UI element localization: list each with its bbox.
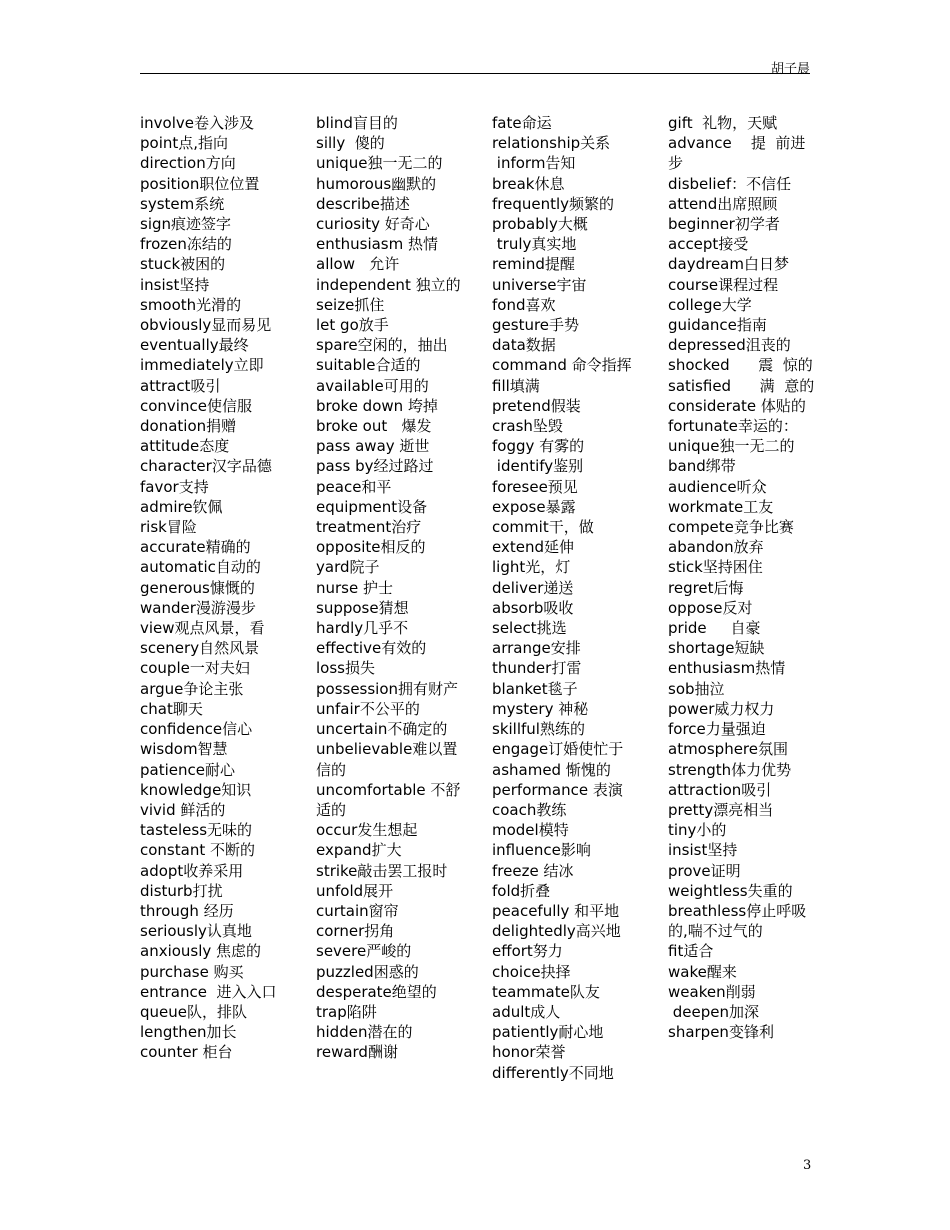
vocab-entry: truly真实地 [492,235,577,254]
vocab-entry: deliver递送 [492,578,574,597]
vocab-entry: stuck被困的 [140,255,226,274]
vocab-entry: honor荣誉 [492,1043,566,1062]
vocab-entry: probably大概 [492,215,588,234]
vocab-entry: favor支持 [140,477,209,496]
vocab-entry: gesture手势 [492,316,580,335]
vocab-entry: convince使信服 [140,396,252,415]
vocab-entry: risk冒险 [140,518,197,537]
vocab-entry: purchase 购买 [140,962,244,981]
header-rule [140,73,810,74]
vocab-entry: possession拥有财产 [316,679,459,698]
vocab-entry: attract吸引 [140,376,221,395]
vocab-entry: attitude态度 [140,437,230,456]
vocab-entry: absorb吸收 [492,598,574,617]
vocab-entry: breathless停止呼吸的,喘不过气的 [668,901,807,941]
vocab-entry: unbelievable难以置信的 [316,740,458,779]
vocab-entry: queue队，排队 [140,1002,247,1021]
vocab-entry: seriously认真地 [140,922,252,941]
vocab-entry: hidden潜在的 [316,1023,413,1042]
vocab-entry: strength体力优势 [668,760,792,779]
vocab-entry: scenery自然风景 [140,639,260,658]
vocab-entry: system系统 [140,194,225,213]
vocab-entry: suppose猜想 [316,598,409,617]
vocab-entry: college大学 [668,295,752,314]
vocab-entry: effective有效的 [316,639,427,658]
vocab-entry: seize抓住 [316,295,385,314]
vocab-entry: extend延伸 [492,538,574,557]
vocab-entry: pass away 逝世 [316,437,430,456]
vocab-entry: guidance指南 [668,316,767,335]
vocab-entry: skillful熟练的 [492,720,585,739]
vocab-entry: sign痕迹签字 [140,215,232,234]
vocab-entry: shocked 震 惊的 [668,356,813,375]
vocab-entry: equipment设备 [316,497,428,516]
vocab-entry: yard院子 [316,558,380,577]
vocab-entry: chat聊天 [140,699,203,718]
vocab-entry: available可用的 [316,376,429,395]
vocab-entry: mystery 神秘 [492,699,589,718]
vocab-entry: curtain窗帘 [316,901,399,920]
vocab-entry: blanket毯子 [492,679,578,698]
vocab-entry: influence影响 [492,841,591,860]
vocab-entry: automatic自动的 [140,558,261,577]
vocab-entry: character汉字品德 [140,457,272,476]
vocab-entry: performance 表演 [492,780,623,799]
vocab-entry: advance 提 前进步 [668,134,806,173]
vocab-entry: band绑带 [668,457,736,476]
vocab-entry: pride 自豪 [668,619,761,638]
vocab-entry: confidence信心 [140,720,253,739]
vocab-entry: fond喜欢 [492,295,556,314]
vocab-entry: disturb打扰 [140,881,223,900]
vocab-entry: accurate精确的 [140,538,251,557]
vocab-entry: beginner初学者 [668,215,780,234]
vocab-entry: unfold展开 [316,881,394,900]
header-author: 胡子晨 [770,62,810,77]
vocab-entry: fill填满 [492,376,540,395]
vocab-entry: suitable合适的 [316,356,421,375]
vocab-entry: wake醒来 [668,962,737,981]
vocab-entry: obviously显而易见 [140,316,272,335]
vocab-entry: effort努力 [492,942,563,961]
vocab-entry: power威力权力 [668,699,775,718]
vocab-entry: frequently频繁的 [492,194,615,213]
vocab-entry: inform告知 [492,154,576,173]
vocab-entry: trap陷阱 [316,1002,377,1021]
vocab-entry: direction方向 [140,154,236,173]
vocab-entry: severe严峻的 [316,942,412,961]
vocab-entry: sharpen变锋利 [668,1023,774,1042]
vocab-entry: broke down 垮掉 [316,396,438,415]
vocab-entry: command 命令指挥 [492,356,632,375]
vocab-entry: strike敲击罢工报时 [316,861,448,880]
vocab-entry: stick坚持困住 [668,558,763,577]
vocab-entry: eventually最终 [140,336,249,355]
vocab-entry: vivid 鲜活的 [140,800,226,819]
vocab-entry: view观点风景，看 [140,619,265,638]
vocab-entry: adult成人 [492,1002,561,1021]
vocab-entry: involve卷入涉及 [140,114,255,132]
vocab-entry: disbelief：不信任 [668,174,792,193]
vocab-entry: generous慷慨的 [140,578,255,597]
vocab-entry: light光，灯 [492,558,571,577]
vocab-entry: hardly几乎不 [316,619,409,638]
vocab-entry: arrange安排 [492,639,581,658]
vocab-entry: opposite相反的 [316,538,426,557]
vocab-entry: foresee预见 [492,477,578,496]
vocabulary-column-1 [140,113,290,1063]
vocab-entry: puzzled困惑的 [316,962,419,981]
vocab-entry: crash坠毁 [492,417,563,436]
vocab-entry: data数据 [492,336,556,355]
vocab-entry: broke out 爆发 [316,417,432,436]
vocab-entry: loss损失 [316,659,375,678]
vocab-entry: constant 不断的 [140,841,255,860]
vocab-entry: wisdom智慧 [140,740,228,759]
vocab-entry: position职位位置 [140,174,260,193]
vocab-entry: sob抽泣 [668,679,725,698]
vocab-entry: lengthen加长 [140,1023,237,1042]
vocab-entry: let go放手 [316,316,389,335]
vocab-entry: spare空闲的，抽出 [316,336,448,355]
vocab-entry: atmosphere氛围 [668,740,789,759]
vocab-entry: couple一对夫妇 [140,659,250,678]
vocab-entry: satisfied 满 意的 [668,376,815,395]
vocab-entry: identify鉴别 [492,457,584,476]
vocab-entry: enthusiasm热情 [668,659,786,678]
vocabulary-column-3 [492,113,642,1083]
vocab-entry: break休息 [492,174,565,193]
vocab-entry: regret后悔 [668,578,744,597]
vocab-entry: patience耐心 [140,760,235,779]
vocab-entry: prove证明 [668,861,741,880]
vocab-entry: workmate工友 [668,497,774,516]
vocab-entry: anxiously 焦虑的 [140,942,262,961]
vocab-entry: through 经历 [140,901,234,920]
vocab-entry: model模特 [492,821,569,840]
vocab-entry: ashamed 惭愧的 [492,760,611,779]
vocab-entry: delightedly高兴地 [492,922,621,941]
vocab-entry: weaken削弱 [668,982,756,1001]
vocab-entry: uncomfortable 不舒适的 [316,780,461,819]
vocab-entry: expose暴露 [492,497,576,516]
vocab-entry: universe宇宙 [492,275,587,294]
vocab-entry: compete竞争比赛 [668,518,794,537]
vocab-entry: patiently耐心地 [492,1023,604,1042]
vocab-entry: engage订婚使忙于 [492,740,624,759]
vocab-entry: curiosity 好奇心 [316,215,430,234]
vocab-entry: adopt收养采用 [140,861,244,880]
vocab-entry: uncertain不确定的 [316,720,448,739]
vocab-entry: unique独一无二的 [316,154,443,173]
vocab-entry: teammate队友 [492,982,600,1001]
vocab-entry: immediately立即 [140,356,264,375]
vocab-entry: attend出席照顾 [668,194,778,213]
vocab-entry: argue争论主张 [140,679,244,698]
vocab-entry: point点,指向 [140,134,229,153]
vocab-entry: force力量强迫 [668,720,766,739]
vocab-entry: describe描述 [316,194,410,213]
vocab-entry: nurse 护士 [316,578,393,597]
vocab-entry: depressed沮丧的 [668,336,791,355]
vocab-entry: reward酬谢 [316,1043,398,1062]
vocab-entry: tasteless无味的 [140,821,253,840]
page-number: 3 [803,1158,812,1173]
vocab-entry: allow 允许 [316,255,400,274]
vocab-entry: blind盲目的 [316,114,398,132]
vocab-entry: foggy 有雾的 [492,437,585,456]
vocab-entry: smooth光滑的 [140,295,242,314]
vocab-entry: donation捐赠 [140,417,237,436]
vocab-entry: entrance 进入入口 [140,982,277,1001]
vocab-entry: freeze 结冰 [492,861,574,880]
vocab-entry: desperate绝望的 [316,982,437,1001]
vocabulary-columns [140,113,820,1113]
vocab-entry: relationship关系 [492,134,611,153]
vocab-entry: pretend假装 [492,396,581,415]
vocab-entry: wander漫游漫步 [140,598,256,617]
vocab-entry: admire钦佩 [140,497,223,516]
vocab-entry: select挑选 [492,619,567,638]
vocab-entry: fold折叠 [492,881,551,900]
vocab-entry: weightless失重的 [668,881,793,900]
vocab-entry: commit干，做 [492,518,594,537]
vocab-entry: fortunate幸运的： [668,417,798,436]
vocab-entry: daydream白日梦 [668,255,789,274]
vocab-entry: tiny小的 [668,821,727,840]
vocab-entry: insist坚持 [668,841,738,860]
vocab-entry: fate命运 [492,114,552,132]
vocab-entry: attraction吸引 [668,780,772,799]
vocab-entry: thunder打雷 [492,659,582,678]
vocab-entry: independent 独立的 [316,275,461,294]
vocab-entry: audience听众 [668,477,767,496]
vocab-entry: insist坚持 [140,275,210,294]
vocab-entry: peace和平 [316,477,392,496]
vocab-entry: differently不同地 [492,1063,614,1082]
vocab-entry: fit适合 [668,942,714,961]
vocab-entry: shortage短缺 [668,639,765,658]
vocab-entry: pass by经过路过 [316,457,434,476]
vocab-entry: abandon放弃 [668,538,764,557]
vocabulary-column-2 [316,113,466,1063]
vocab-entry: silly 傻的 [316,134,385,153]
vocab-entry: gift 礼物，天赋 [668,114,778,132]
vocab-entry: humorous幽默的 [316,174,437,193]
vocab-entry: deepen加深 [668,1002,760,1021]
vocab-entry: course课程过程 [668,275,779,294]
vocab-entry: remind提醒 [492,255,575,274]
vocab-entry: choice抉择 [492,962,571,981]
vocab-entry: coach教练 [492,800,567,819]
vocab-entry: enthusiasm 热情 [316,235,438,254]
vocab-entry: expand扩大 [316,841,402,860]
vocab-entry: counter 柜台 [140,1043,233,1062]
vocab-entry: knowledge知识 [140,780,252,799]
vocab-entry: oppose反对 [668,598,753,617]
vocabulary-column-4 [668,113,818,1042]
vocab-entry: treatment治疗 [316,518,422,537]
vocab-entry: accept接受 [668,235,749,254]
vocab-entry: considerate 体贴的 [668,396,806,415]
vocab-entry: unfair不公平的 [316,699,420,718]
vocab-entry: peacefully 和平地 [492,901,620,920]
vocab-entry: pretty漂亮相当 [668,800,774,819]
vocab-entry: occur发生想起 [316,821,418,840]
vocab-entry: frozen冻结的 [140,235,232,254]
vocab-entry: unique独一无二的 [668,437,795,456]
vocab-entry: corner拐角 [316,922,395,941]
